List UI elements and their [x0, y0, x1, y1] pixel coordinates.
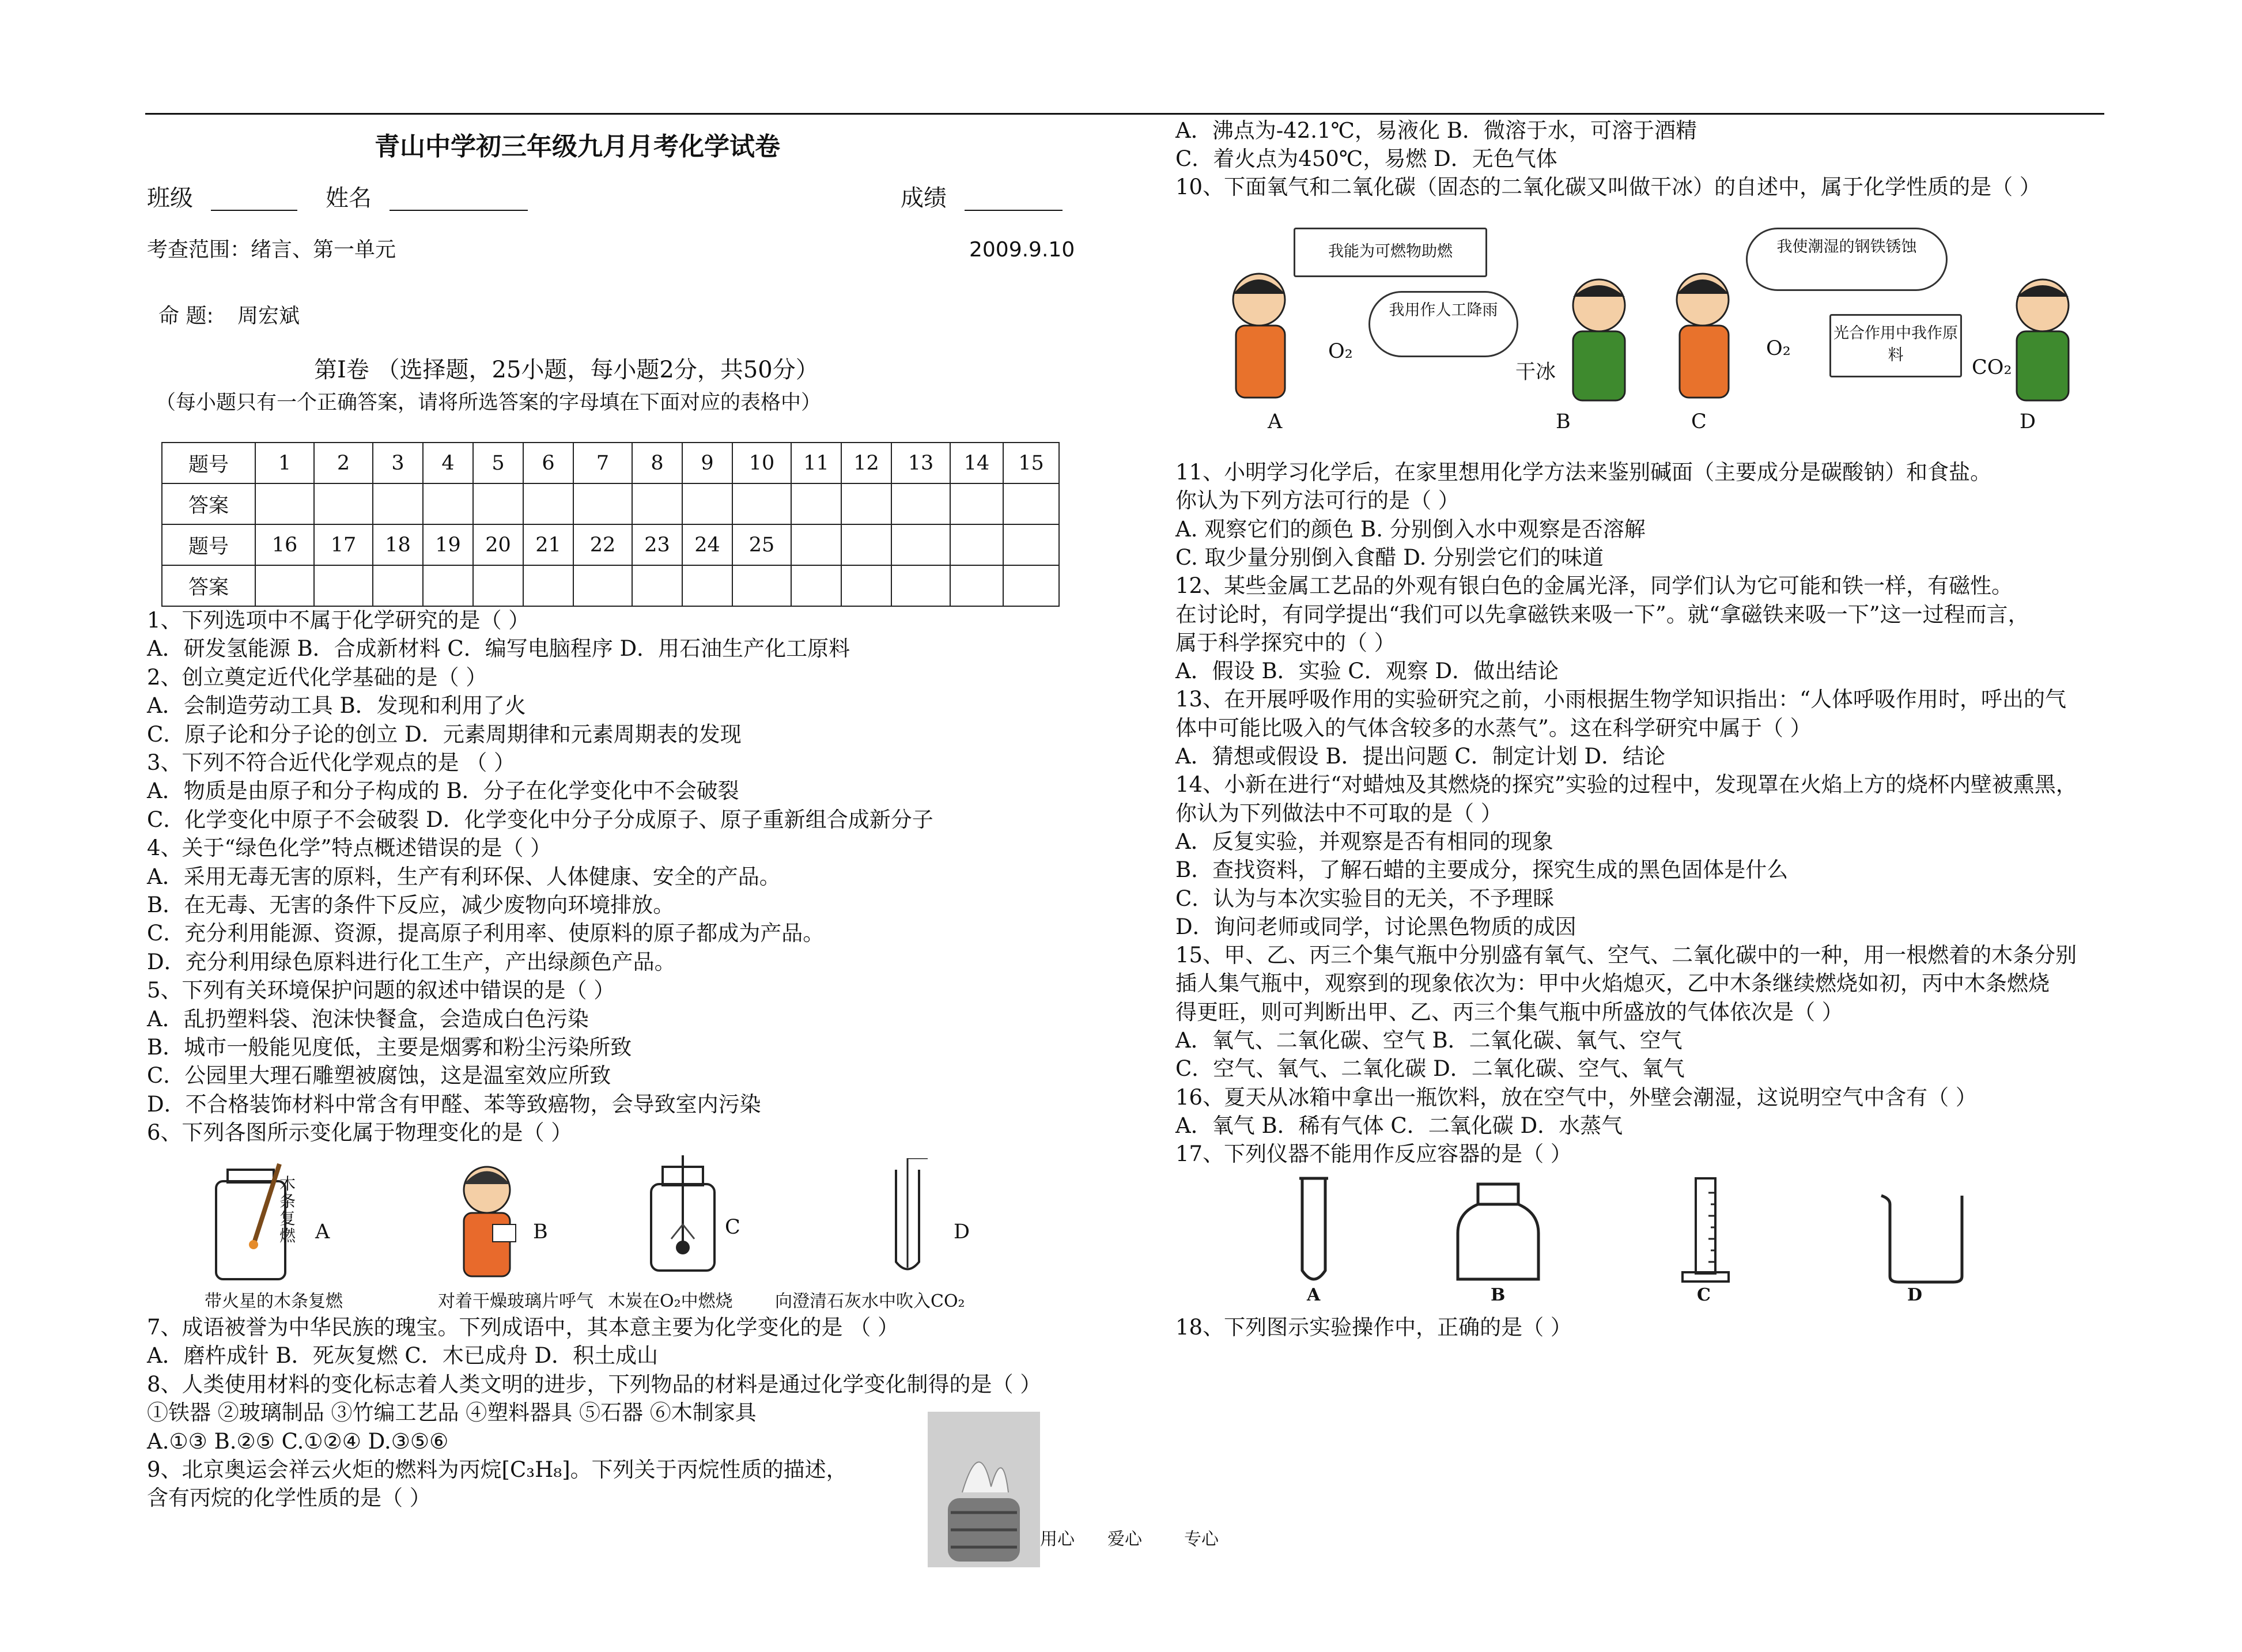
question-line: C．公园里大理石雕塑被腐蚀，这是温室效应所致 [147, 1063, 611, 1088]
answer-cell[interactable] [791, 565, 841, 606]
question-number-cell: 9 [682, 443, 732, 483]
question-number-cell: 15 [1003, 443, 1059, 483]
question-line: D．不合格装饰材料中常含有甲醛、苯等致癌物，会导致室内污染 [147, 1091, 761, 1117]
question-line: A．沸点为-42.1℃，易液化 B．微溶于水，可溶于酒精 [1175, 118, 1697, 143]
answer-cell[interactable] [423, 483, 473, 524]
charcoal-jar-figure [640, 1150, 726, 1288]
question-number-cell [1003, 524, 1059, 565]
answer-cell[interactable] [523, 565, 573, 606]
answer-cell[interactable] [891, 483, 950, 524]
q6-label-a: A [315, 1220, 330, 1243]
page-title: 青山中学初三年级九月月考化学试卷 [375, 132, 780, 161]
question-number-cell: 12 [841, 443, 891, 483]
question-number-cell: 23 [632, 524, 682, 565]
exam-scope: 考查范围：绪言、第一单元 [147, 238, 396, 262]
question-number-header: 题号 [162, 524, 255, 565]
question-line: C．空气、氧气、二氧化碳 D．二氧化碳、空气、氧气 [1175, 1056, 1685, 1082]
top-rule [145, 113, 2104, 115]
question-number-cell: 6 [523, 443, 573, 483]
side-note: 木条复燃 [279, 1174, 296, 1245]
question-number-cell: 14 [950, 443, 1003, 483]
answer-cell[interactable] [373, 483, 423, 524]
question-line: A．氧气、二氧化碳、空气 B．二氧化碳、氧气、空气 [1175, 1028, 1683, 1053]
q10-label-c: C [1691, 410, 1707, 433]
question-line: C．原子论和分子论的创立 D．元素周期律和元素周期表的发现 [147, 721, 742, 747]
question-line: B．在无毒、无害的条件下反应，减少废物向环境排放。 [147, 893, 675, 917]
question-number-row [162, 443, 1059, 483]
question-line: 11、小明学习化学后，在家里想用化学方法来鉴别碱面（主要成分是碳酸钠）和食盐。 [1175, 460, 1992, 485]
question-line: A．采用无毒无害的原料，生产有利环保、人体健康、安全的产品。 [147, 864, 781, 889]
bubble-a: 我能为可燃物助燃 [1294, 228, 1487, 277]
answer-header: 答案 [162, 565, 255, 606]
question-line: 2、创立奠定近代化学基础的是（ ） [147, 664, 487, 690]
question-number-cell: 5 [473, 443, 523, 483]
caption-d: 向澄清石灰水中吹入CO₂ [775, 1291, 965, 1311]
question-number-header: 题号 [162, 443, 255, 483]
answer-cell[interactable] [632, 565, 682, 606]
test-tube-a [1296, 1175, 1331, 1291]
question-number-cell [841, 524, 891, 565]
question-line: A．反复实验，并观察是否有相同的现象 [1175, 829, 1553, 854]
question-number-cell: 2 [314, 443, 373, 483]
answer-cell[interactable] [732, 483, 791, 524]
section-heading: 第Ⅰ卷 （选择题，25小题，每小题2分，共50分） [314, 357, 819, 383]
question-line: 在讨论时，有同学提出“我们可以先拿磁铁来吸一下”。就“拿磁铁来吸一下”这一过程而言， [1175, 602, 2029, 627]
score-blank[interactable] [965, 190, 1063, 211]
question-line: 你认为下列方法可行的是（ ） [1175, 488, 1460, 513]
question-line: 4、关于“绿色化学”特点概述错误的是（ ） [147, 836, 552, 861]
section-note: （每小题只有一个正确答案，请将所选答案的字母填在下面对应的表格中） [156, 391, 822, 414]
question-line: 体中可能比吸入的气体含较多的水蒸气”。这在科学研究中属于（ ） [1175, 715, 1812, 740]
question-line: 1、下列选项中不属于化学研究的是（ ） [147, 608, 530, 633]
question-number-cell: 21 [523, 524, 573, 565]
boy-dry-ice-figure [1550, 271, 1648, 403]
question-number-cell: 24 [682, 524, 732, 565]
question-line: A．假设 B．实验 C．观察 D．做出结论 [1175, 659, 1559, 684]
question-line: D．询问老师或同学，讨论黑色物质的成因 [1175, 914, 1576, 939]
score-field: 成绩 [901, 186, 1063, 211]
q10-label-a: A [1268, 410, 1283, 433]
o2-label-a: O₂ [1328, 340, 1353, 363]
answer-row [162, 565, 1059, 606]
q17-label-a: A [1307, 1285, 1321, 1305]
answer-cell[interactable] [1003, 565, 1059, 606]
answer-row [162, 483, 1059, 524]
question-18: 18、下列图示实验操作中，正确的是（ ） [1175, 1315, 1572, 1340]
question-line: 9、北京奥运会祥云火炬的燃料为丙烷[C₃H₈]。下列关于丙烷性质的描述， [147, 1457, 848, 1482]
question-number-cell: 10 [732, 443, 791, 483]
girl-o2-figure-a [1207, 265, 1311, 403]
question-line: 6、下列各图所示变化属于物理变化的是（ ） [147, 1120, 573, 1146]
name-field: 姓名 [326, 186, 528, 211]
question-line: B．查找资料，了解石蜡的主要成分，探究生成的黑色固体是什么 [1175, 857, 1789, 883]
answer-cell[interactable] [950, 565, 1003, 606]
footer-b: 爱心 [1107, 1529, 1142, 1549]
question-number-cell: 1 [255, 443, 314, 483]
question-number-cell: 19 [423, 524, 473, 565]
answer-table [161, 442, 1060, 607]
question-line: 你认为下列做法中不可取的是（ ） [1175, 800, 1502, 826]
question-line: A．氧气 B．稀有气体 C．二氧化碳 D．水蒸气 [1175, 1113, 1623, 1138]
question-number-cell: 18 [373, 524, 423, 565]
author-line: 命 题: 周宏斌 [158, 304, 300, 328]
question-line: C. 取少量分别倒入食醋 D. 分别尝它们的味道 [1175, 545, 1604, 570]
question-line: 7、成语被誉为中华民族的瑰宝。下列成语中，其本意主要为化学变化的是 （ ） [147, 1315, 899, 1340]
answer-cell[interactable] [473, 483, 523, 524]
answer-header: 答案 [162, 483, 255, 524]
question-line: C．充分利用能源、资源，提高原子利用率、使原料的原子都成为产品。 [147, 921, 825, 946]
question-line: 17、下列仪器不能用作反应容器的是（ ） [1175, 1141, 1572, 1167]
question-number-cell: 16 [255, 524, 314, 565]
q17-label-d: D [1907, 1285, 1923, 1305]
answer-cell[interactable] [373, 565, 423, 606]
question-line: D．充分利用绿色原料进行化工生产，产出绿颜色产品。 [147, 949, 676, 974]
q6-label-b: B [533, 1220, 548, 1243]
co2-label: CO₂ [1972, 356, 2012, 379]
question-number-cell: 25 [732, 524, 791, 565]
q6-label-c: C [725, 1216, 740, 1239]
question-line: A.①③ B.②⑤ C.①②④ D.③⑤⑥ [147, 1428, 449, 1454]
exam-date: 2009.9.10 [969, 238, 1075, 262]
name-blank[interactable] [390, 190, 528, 211]
footer-c: 专心 [1184, 1529, 1219, 1549]
beaker-d [1878, 1190, 1971, 1288]
answer-cell[interactable] [314, 565, 373, 606]
q10-label-d: D [2020, 410, 2036, 433]
question-number-cell: 8 [632, 443, 682, 483]
answer-cell[interactable] [573, 565, 632, 606]
question-number-cell: 4 [423, 443, 473, 483]
torch-photo [928, 1412, 1040, 1567]
question-line: 13、在开展呼吸作用的实验研究之前，小雨根据生物学知识指出：“人体呼吸作用时，呼出的气 [1175, 687, 2066, 712]
question-line: A．猜想或假设 B．提出问题 C．制定计划 D．结论 [1175, 744, 1666, 769]
caption-b: 对着干燥玻璃片呼气 [438, 1291, 593, 1311]
q6-label-d: D [954, 1220, 970, 1243]
bubble-b: 我用作人工降雨 [1368, 291, 1518, 357]
question-line: 8、人类使用材料的变化标志着人类文明的进步，下列物品的材料是通过化学变化制得的是（ ） [147, 1371, 1042, 1397]
question-number-cell: 7 [573, 443, 632, 483]
answer-cell[interactable] [682, 565, 732, 606]
question-number-row [162, 524, 1059, 565]
answer-cell[interactable] [473, 565, 523, 606]
question-line: 含有丙烷的化学性质的是（ ） [147, 1485, 431, 1511]
question-line: C．化学变化中原子不会破裂 D．化学变化中分子分成原子、原子重新组合成新分子 [147, 807, 933, 832]
answer-cell[interactable] [1003, 483, 1059, 524]
girl-o2-figure-c [1651, 265, 1755, 403]
question-number-cell: 20 [473, 524, 523, 565]
question-line: 属于科学探究中的（ ） [1175, 630, 1396, 655]
o2-label-c: O₂ [1766, 337, 1791, 360]
dry-ice-label: 干冰 [1515, 361, 1556, 384]
question-number-cell: 11 [791, 443, 841, 483]
q17-label-c: C [1697, 1285, 1711, 1305]
question-line: A．物质是由原子和分子构成的 B．分子在化学变化中不会破裂 [147, 778, 739, 804]
girl-breathing-figure [438, 1158, 536, 1285]
bubble-d: 光合作用中我作原料 [1829, 314, 1962, 377]
question-line: 15、甲、乙、丙三个集气瓶中分别盛有氧气、空气、二氧化碳中的一种，用一根燃着的木条分别 [1175, 943, 2077, 968]
question-number-cell: 22 [573, 524, 632, 565]
caption-a: 带火星的木条复燃 [205, 1291, 343, 1311]
answer-cell[interactable] [314, 483, 373, 524]
answer-cell[interactable] [573, 483, 632, 524]
question-line: 16、夏天从冰箱中拿出一瓶饮料，放在空气中，外壁会潮湿，这说明空气中含有（ ） [1175, 1084, 1977, 1110]
answer-cell[interactable] [891, 565, 950, 606]
class-blank[interactable] [211, 190, 297, 211]
question-line: A．乱扔塑料袋、泡沫快餐盒，会造成白色污染 [147, 1006, 589, 1031]
question-line: 14、小新在进行“对蜡烛及其燃烧的探究”实验的过程中，发现罩在火焰上方的烧杯内壁被熏黑， [1175, 772, 2077, 797]
answer-cell[interactable] [423, 565, 473, 606]
answer-cell[interactable] [791, 483, 841, 524]
question-line: 10、下面氧气和二氧化碳（固态的二氧化碳又叫做干冰）的自述中，属于化学性质的是（ ） [1175, 175, 2041, 199]
answer-cell[interactable] [732, 565, 791, 606]
answer-cell[interactable] [255, 483, 314, 524]
q10-label-b: B [1556, 410, 1571, 433]
question-line: C．认为与本次实验目的无关，不予理睬 [1175, 886, 1555, 911]
test-tube-figure [882, 1158, 933, 1285]
question-number-cell: 17 [314, 524, 373, 565]
question-number-cell [950, 524, 1003, 565]
gas-jar-b [1455, 1181, 1541, 1285]
bubble-c: 我使潮湿的钢铁锈蚀 [1746, 228, 1948, 291]
question-line: A．研发氢能源 B．合成新材料 C．编写电脑程序 D．用石油生产化工原料 [147, 636, 850, 661]
class-field: 班级 [147, 186, 297, 211]
answer-cell[interactable] [523, 483, 573, 524]
caption-c: 木炭在O₂中燃烧 [608, 1291, 733, 1311]
question-number-cell: 13 [891, 443, 950, 483]
answer-cell[interactable] [841, 565, 891, 606]
question-number-cell [791, 524, 841, 565]
question-number-cell: 3 [373, 443, 423, 483]
question-line: ①铁器 ②玻璃制品 ③竹编工艺品 ④塑料器具 ⑤石器 ⑥木制家具 [147, 1400, 757, 1426]
question-line: A．磨杵成针 B．死灰复燃 C．木已成舟 D．积土成山 [147, 1343, 659, 1369]
question-line: 插人集气瓶中，观察到的现象依次为：甲中火焰熄灭，乙中木条继续燃烧如初，丙中木条燃烧 [1175, 971, 2050, 996]
footer-a: 用心 [1040, 1529, 1075, 1549]
answer-cell[interactable] [682, 483, 732, 524]
question-line: C．着火点为450℃，易燃 D．无色气体 [1175, 146, 1557, 171]
question-line: 得更旺，则可判断出甲、乙、丙三个集气瓶中所盛放的气体依次是（ ） [1175, 999, 1843, 1025]
question-line: A．会制造劳动工具 B．发现和利用了火 [147, 693, 526, 719]
boy-co2-figure [1994, 271, 2092, 403]
question-line: A. 观察它们的颜色 B. 分别倒入水中观察是否溶解 [1175, 516, 1646, 542]
question-line: 3、下列不符合近代化学观点的是 （ ） [147, 750, 516, 775]
answer-cell[interactable] [950, 483, 1003, 524]
answer-cell[interactable] [255, 565, 314, 606]
answer-cell[interactable] [841, 483, 891, 524]
question-line: B．城市一般能见度低，主要是烟雾和粉尘污染所致 [147, 1035, 632, 1060]
answer-cell[interactable] [632, 483, 682, 524]
q17-label-b: B [1491, 1285, 1506, 1305]
graduated-cylinder-c [1680, 1175, 1731, 1285]
question-line: 12、某些金属工艺品的外观有银白色的金属光泽，同学们认为它可能和铁一样，有磁性。 [1175, 573, 2013, 599]
question-number-cell [891, 524, 950, 565]
question-line: 5、下列有关环境保护问题的叙述中错误的是（ ） [147, 978, 615, 1003]
